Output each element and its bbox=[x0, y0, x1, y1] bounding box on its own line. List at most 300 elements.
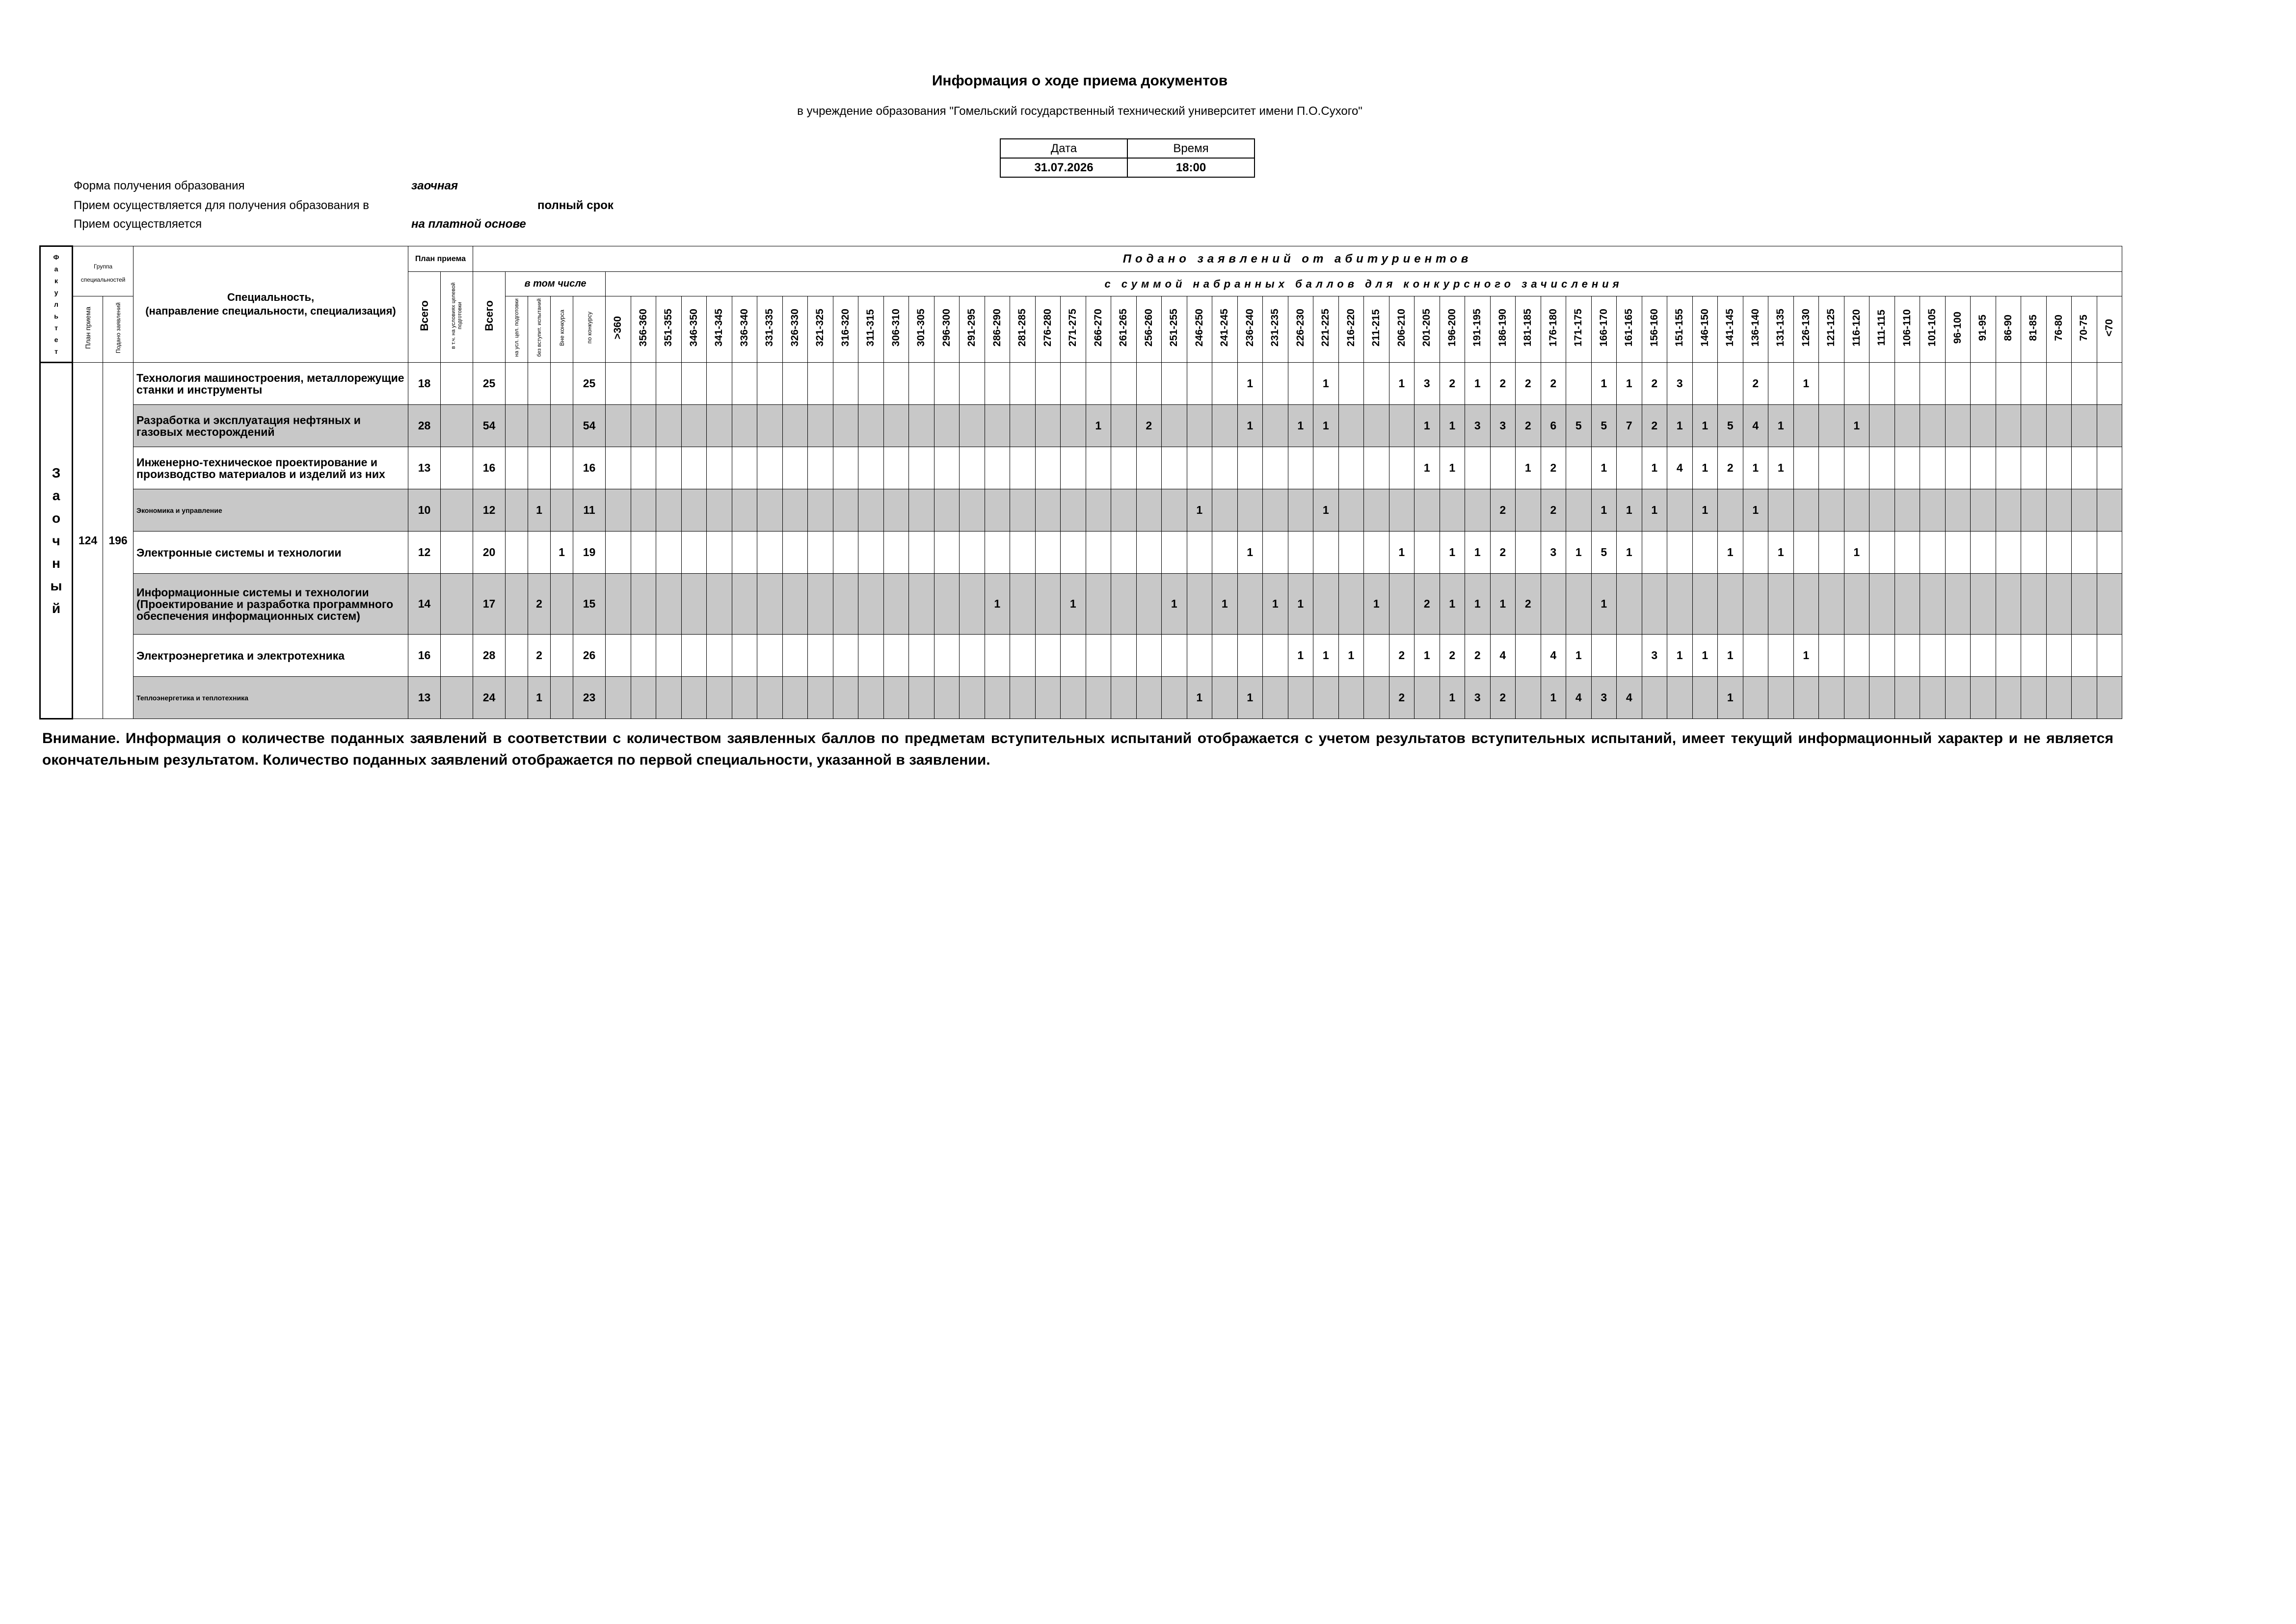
score-range-header: 341-345 bbox=[707, 296, 732, 363]
score-count-cell bbox=[1667, 574, 1693, 635]
competition-cell: 11 bbox=[573, 489, 606, 532]
score-range-header: 76-80 bbox=[2046, 296, 2072, 363]
score-count-cell bbox=[1111, 635, 1137, 677]
score-range-header: 296-300 bbox=[934, 296, 960, 363]
score-count-cell bbox=[1667, 677, 1693, 719]
score-count-cell bbox=[1743, 677, 1768, 719]
score-count-cell bbox=[1566, 363, 1592, 405]
score-count-cell bbox=[1768, 363, 1794, 405]
score-count-cell bbox=[1793, 447, 1819, 489]
score-count-cell bbox=[1288, 363, 1313, 405]
score-count-cell bbox=[2097, 489, 2122, 532]
score-range-header: 276-280 bbox=[1035, 296, 1061, 363]
score-count-cell bbox=[2072, 635, 2097, 677]
score-count-cell bbox=[858, 447, 884, 489]
target-cell bbox=[506, 363, 528, 405]
score-count-cell: 1 bbox=[1692, 489, 1718, 532]
score-range-header: <70 bbox=[2097, 296, 2122, 363]
score-count-cell: 1 bbox=[1415, 635, 1440, 677]
competition-cell: 26 bbox=[573, 635, 606, 677]
score-count-cell bbox=[858, 677, 884, 719]
score-range-header: 156-160 bbox=[1642, 296, 1667, 363]
score-count-cell bbox=[985, 677, 1010, 719]
score-count-cell bbox=[631, 532, 656, 574]
score-count-cell bbox=[1237, 574, 1263, 635]
nocompetition-cell bbox=[551, 405, 573, 447]
group-plan-value: 124 bbox=[73, 363, 103, 719]
score-count-cell: 1 bbox=[1313, 489, 1339, 532]
score-count-cell: 4 bbox=[1490, 635, 1516, 677]
score-count-cell bbox=[1086, 532, 1111, 574]
score-count-cell: 1 bbox=[1844, 405, 1869, 447]
score-count-cell bbox=[1819, 677, 1844, 719]
score-count-cell bbox=[909, 677, 934, 719]
score-count-cell bbox=[757, 447, 783, 489]
score-count-cell bbox=[656, 489, 682, 532]
score-count-cell bbox=[2046, 447, 2072, 489]
score-count-cell bbox=[1035, 363, 1061, 405]
score-count-cell bbox=[1667, 532, 1693, 574]
table-row bbox=[40, 405, 2122, 447]
score-count-cell: 1 bbox=[1187, 677, 1212, 719]
score-count-cell bbox=[2097, 635, 2122, 677]
score-count-cell: 1 bbox=[1263, 574, 1288, 635]
noexam-cell bbox=[528, 447, 551, 489]
score-count-cell bbox=[1187, 532, 1212, 574]
score-count-cell bbox=[858, 635, 884, 677]
score-count-cell bbox=[1566, 574, 1592, 635]
score-count-cell bbox=[1516, 489, 1541, 532]
score-count-cell bbox=[1642, 574, 1667, 635]
score-count-cell bbox=[1920, 677, 1946, 719]
score-count-cell bbox=[1971, 574, 1996, 635]
score-count-cell bbox=[1819, 635, 1844, 677]
score-count-cell bbox=[631, 447, 656, 489]
score-count-cell bbox=[1237, 447, 1263, 489]
specialty-name: Электронные системы и технологии bbox=[133, 532, 408, 574]
score-count-cell bbox=[2021, 574, 2047, 635]
score-count-cell bbox=[782, 574, 808, 635]
score-count-cell bbox=[707, 489, 732, 532]
score-count-cell bbox=[1971, 635, 1996, 677]
score-count-cell: 1 bbox=[1389, 363, 1415, 405]
target-cell bbox=[506, 489, 528, 532]
score-count-cell bbox=[1035, 447, 1061, 489]
score-count-cell bbox=[1793, 405, 1819, 447]
score-count-cell bbox=[1364, 405, 1389, 447]
score-count-cell bbox=[631, 489, 656, 532]
score-count-cell bbox=[2046, 574, 2072, 635]
score-count-cell: 3 bbox=[1465, 405, 1491, 447]
score-count-cell: 1 bbox=[1187, 489, 1212, 532]
score-range-header: 131-135 bbox=[1768, 296, 1794, 363]
score-count-cell bbox=[782, 635, 808, 677]
faculty-header bbox=[40, 246, 73, 363]
score-count-cell bbox=[1338, 677, 1364, 719]
score-count-cell bbox=[1111, 405, 1137, 447]
score-count-cell bbox=[1465, 447, 1491, 489]
score-count-cell bbox=[2097, 363, 2122, 405]
score-count-cell: 1 bbox=[1440, 532, 1465, 574]
score-count-cell bbox=[1136, 532, 1162, 574]
nocompetition-cell: 1 bbox=[551, 532, 573, 574]
specialty-name: Информационные системы и технологии (Проектирование и разработка программного обеспечения информационных систем) bbox=[133, 574, 408, 635]
total-cell: 54 bbox=[473, 405, 506, 447]
noexam-cell bbox=[528, 363, 551, 405]
faculty-header-text: Ф а к у л ь т е т bbox=[53, 253, 59, 355]
including-header: в том числе bbox=[506, 272, 606, 296]
score-range-header: 241-245 bbox=[1212, 296, 1238, 363]
score-count-cell: 1 bbox=[1061, 574, 1086, 635]
score-count-cell bbox=[606, 635, 631, 677]
score-count-cell bbox=[833, 574, 858, 635]
page-title: Информация о ходе приема документов bbox=[932, 73, 1228, 89]
score-count-cell bbox=[732, 574, 757, 635]
score-range-header: 186-190 bbox=[1490, 296, 1516, 363]
group-submitted-value: 196 bbox=[103, 363, 133, 719]
score-count-cell bbox=[1263, 532, 1288, 574]
score-count-cell bbox=[1718, 574, 1743, 635]
competition-cell: 16 bbox=[573, 447, 606, 489]
score-count-cell bbox=[858, 405, 884, 447]
score-range-header: 181-185 bbox=[1516, 296, 1541, 363]
score-count-cell bbox=[1516, 635, 1541, 677]
score-count-cell: 1 bbox=[1288, 405, 1313, 447]
score-range-header: 161-165 bbox=[1617, 296, 1642, 363]
score-count-cell: 1 bbox=[1617, 363, 1642, 405]
score-count-cell bbox=[1844, 635, 1869, 677]
score-range-header: 206-210 bbox=[1389, 296, 1415, 363]
score-count-cell bbox=[1617, 635, 1642, 677]
score-count-cell bbox=[934, 677, 960, 719]
score-count-cell: 1 bbox=[1692, 405, 1718, 447]
score-count-cell bbox=[782, 405, 808, 447]
score-count-cell bbox=[1920, 447, 1946, 489]
score-count-cell bbox=[1061, 447, 1086, 489]
score-count-cell bbox=[808, 677, 833, 719]
score-range-header: 231-235 bbox=[1263, 296, 1288, 363]
specialty-name: Инженерно-техническое проектирование и производство материалов и изделий из них bbox=[133, 447, 408, 489]
score-count-cell: 1 bbox=[1440, 574, 1465, 635]
score-range-header: 86-90 bbox=[1996, 296, 2021, 363]
score-range-header: 116-120 bbox=[1844, 296, 1869, 363]
score-count-cell bbox=[707, 532, 732, 574]
score-count-cell bbox=[808, 532, 833, 574]
total-cell: 25 bbox=[473, 363, 506, 405]
score-count-cell: 1 bbox=[1288, 635, 1313, 677]
competition-cell: 15 bbox=[573, 574, 606, 635]
score-count-cell: 1 bbox=[1642, 447, 1667, 489]
score-count-cell bbox=[1187, 405, 1212, 447]
noexam-cell bbox=[528, 405, 551, 447]
score-count-cell bbox=[1212, 532, 1238, 574]
score-count-cell: 3 bbox=[1541, 532, 1566, 574]
institution-subtitle: в учреждение образования "Гомельский государственный технический университет имени П.О.Сухого" bbox=[797, 105, 1362, 118]
score-count-cell bbox=[1692, 574, 1718, 635]
plan-total-cell: 10 bbox=[408, 489, 441, 532]
score-count-cell: 1 bbox=[1440, 405, 1465, 447]
score-count-cell: 3 bbox=[1591, 677, 1617, 719]
score-count-cell bbox=[681, 489, 707, 532]
score-count-cell bbox=[1364, 363, 1389, 405]
score-count-cell bbox=[1212, 635, 1238, 677]
score-range-header: 136-140 bbox=[1743, 296, 1768, 363]
score-count-cell bbox=[2072, 405, 2097, 447]
score-count-cell bbox=[1793, 677, 1819, 719]
score-range-header: 306-310 bbox=[883, 296, 909, 363]
score-count-cell bbox=[1162, 532, 1187, 574]
score-count-cell: 1 bbox=[1591, 489, 1617, 532]
score-count-cell bbox=[858, 489, 884, 532]
score-count-cell bbox=[858, 363, 884, 405]
score-count-cell: 1 bbox=[1440, 677, 1465, 719]
score-count-cell: 2 bbox=[1415, 574, 1440, 635]
score-count-cell bbox=[2021, 405, 2047, 447]
score-count-cell bbox=[1086, 489, 1111, 532]
score-count-cell bbox=[1086, 635, 1111, 677]
score-count-cell bbox=[1844, 447, 1869, 489]
score-count-cell bbox=[883, 363, 909, 405]
score-range-header: 221-225 bbox=[1313, 296, 1339, 363]
score-count-cell: 1 bbox=[1237, 677, 1263, 719]
score-count-cell bbox=[1415, 532, 1440, 574]
score-count-cell bbox=[757, 635, 783, 677]
score-count-cell bbox=[1793, 532, 1819, 574]
score-count-cell bbox=[985, 489, 1010, 532]
score-count-cell: 1 bbox=[1692, 447, 1718, 489]
score-count-cell bbox=[883, 635, 909, 677]
score-count-cell bbox=[883, 489, 909, 532]
score-count-cell bbox=[1061, 405, 1086, 447]
score-count-cell bbox=[1162, 635, 1187, 677]
score-count-cell: 2 bbox=[1743, 363, 1768, 405]
submitted-header: Подано заявлений от абитуриентов bbox=[473, 246, 2122, 272]
score-count-cell bbox=[1212, 489, 1238, 532]
score-count-cell bbox=[1945, 532, 1971, 574]
score-count-cell: 4 bbox=[1617, 677, 1642, 719]
score-count-cell bbox=[1516, 532, 1541, 574]
score-count-cell bbox=[757, 677, 783, 719]
total-header: Всего bbox=[473, 272, 506, 363]
faculty-name: З а о ч н ы й bbox=[40, 363, 73, 719]
score-count-cell bbox=[631, 405, 656, 447]
group-header: Группа специальностей bbox=[73, 246, 133, 296]
score-count-cell: 2 bbox=[1516, 363, 1541, 405]
score-count-cell bbox=[934, 532, 960, 574]
score-range-header: 356-360 bbox=[631, 296, 656, 363]
score-count-cell bbox=[1996, 635, 2021, 677]
score-count-cell: 1 bbox=[1162, 574, 1187, 635]
score-count-cell: 2 bbox=[1389, 677, 1415, 719]
time-label: Время bbox=[1127, 139, 1255, 158]
score-count-cell bbox=[606, 489, 631, 532]
score-count-cell bbox=[1086, 677, 1111, 719]
score-count-cell bbox=[1061, 677, 1086, 719]
score-count-cell bbox=[1819, 447, 1844, 489]
score-count-cell bbox=[1920, 363, 1946, 405]
score-count-cell bbox=[2021, 677, 2047, 719]
score-count-cell bbox=[1945, 489, 1971, 532]
score-count-cell bbox=[1061, 635, 1086, 677]
nocompetition-cell bbox=[551, 363, 573, 405]
score-count-cell bbox=[681, 635, 707, 677]
total-cell: 24 bbox=[473, 677, 506, 719]
score-range-header: 81-85 bbox=[2021, 296, 2047, 363]
specialty-name: Разработка и эксплуатация нефтяных и газовых месторождений bbox=[133, 405, 408, 447]
score-count-cell bbox=[883, 574, 909, 635]
score-count-cell: 2 bbox=[1490, 489, 1516, 532]
score-count-cell bbox=[1111, 489, 1137, 532]
score-count-cell bbox=[1743, 574, 1768, 635]
score-count-cell bbox=[1895, 532, 1920, 574]
score-count-cell bbox=[681, 447, 707, 489]
score-count-cell bbox=[833, 532, 858, 574]
score-count-cell: 1 bbox=[1516, 447, 1541, 489]
score-count-cell bbox=[1920, 532, 1946, 574]
score-count-cell bbox=[833, 677, 858, 719]
score-count-cell bbox=[1212, 363, 1238, 405]
specialty-name: Теплоэнергетика и теплотехника bbox=[133, 677, 408, 719]
score-count-cell: 5 bbox=[1566, 405, 1592, 447]
score-count-cell: 1 bbox=[1313, 635, 1339, 677]
score-count-cell bbox=[808, 405, 833, 447]
score-count-cell bbox=[1010, 363, 1036, 405]
score-count-cell bbox=[732, 489, 757, 532]
score-count-cell bbox=[1895, 405, 1920, 447]
plan-target-header: в т.ч. на условиях целевой подготовки bbox=[441, 272, 473, 363]
score-count-cell bbox=[934, 574, 960, 635]
score-count-cell bbox=[2046, 363, 2072, 405]
plan-total-header: Всего bbox=[408, 272, 441, 363]
score-count-cell bbox=[960, 677, 985, 719]
score-count-cell bbox=[1187, 635, 1212, 677]
basis-value: на платной основе bbox=[411, 217, 526, 231]
score-count-cell bbox=[631, 363, 656, 405]
table-row bbox=[40, 574, 2122, 635]
score-range-header: >360 bbox=[606, 296, 631, 363]
score-count-cell bbox=[1162, 447, 1187, 489]
score-count-cell bbox=[883, 677, 909, 719]
score-count-cell bbox=[1768, 574, 1794, 635]
term-label: Прием осуществляется для получения образования в bbox=[74, 199, 369, 212]
score-range-header: 146-150 bbox=[1692, 296, 1718, 363]
score-count-cell bbox=[2072, 677, 2097, 719]
score-range-header: 311-315 bbox=[858, 296, 884, 363]
score-count-cell bbox=[1061, 532, 1086, 574]
score-count-cell bbox=[1945, 574, 1971, 635]
score-count-cell bbox=[1971, 532, 1996, 574]
total-cell: 28 bbox=[473, 635, 506, 677]
score-count-cell bbox=[1010, 574, 1036, 635]
score-count-cell: 3 bbox=[1465, 677, 1491, 719]
score-range-header: 91-95 bbox=[1971, 296, 1996, 363]
score-count-cell: 1 bbox=[1389, 532, 1415, 574]
score-count-cell bbox=[1364, 489, 1389, 532]
score-count-cell: 1 bbox=[1465, 574, 1491, 635]
score-count-cell bbox=[833, 405, 858, 447]
score-count-cell bbox=[2021, 363, 2047, 405]
score-count-cell bbox=[833, 363, 858, 405]
score-count-cell bbox=[1187, 363, 1212, 405]
score-count-cell: 1 bbox=[1591, 363, 1617, 405]
score-count-cell bbox=[858, 532, 884, 574]
score-count-cell bbox=[1667, 489, 1693, 532]
score-count-cell bbox=[2097, 574, 2122, 635]
score-count-cell bbox=[1111, 447, 1137, 489]
score-count-cell bbox=[1692, 532, 1718, 574]
score-count-cell: 1 bbox=[1237, 405, 1263, 447]
score-count-cell bbox=[1086, 574, 1111, 635]
score-count-cell bbox=[782, 489, 808, 532]
score-count-cell bbox=[960, 532, 985, 574]
total-cell: 20 bbox=[473, 532, 506, 574]
score-count-cell: 2 bbox=[1490, 363, 1516, 405]
score-count-cell bbox=[681, 532, 707, 574]
score-count-cell bbox=[1743, 532, 1768, 574]
score-range-header: 201-205 bbox=[1415, 296, 1440, 363]
target-cell bbox=[506, 405, 528, 447]
score-count-cell bbox=[1440, 489, 1465, 532]
table-row bbox=[40, 447, 2122, 489]
score-count-cell bbox=[1869, 489, 1895, 532]
score-count-cell bbox=[1869, 574, 1895, 635]
competition-cell: 23 bbox=[573, 677, 606, 719]
score-count-cell: 3 bbox=[1415, 363, 1440, 405]
score-count-cell bbox=[1617, 447, 1642, 489]
score-count-cell: 2 bbox=[1642, 363, 1667, 405]
score-count-cell: 1 bbox=[1364, 574, 1389, 635]
score-count-cell bbox=[2021, 447, 2047, 489]
total-cell: 12 bbox=[473, 489, 506, 532]
score-count-cell bbox=[985, 447, 1010, 489]
score-range-header: 346-350 bbox=[681, 296, 707, 363]
score-count-cell bbox=[1364, 635, 1389, 677]
score-count-cell bbox=[1945, 635, 1971, 677]
score-count-cell bbox=[2046, 635, 2072, 677]
score-count-cell bbox=[833, 635, 858, 677]
score-count-cell bbox=[2046, 489, 2072, 532]
score-count-cell bbox=[1237, 489, 1263, 532]
score-count-cell: 1 bbox=[1642, 489, 1667, 532]
score-count-cell bbox=[1313, 574, 1339, 635]
score-count-cell bbox=[1465, 489, 1491, 532]
score-count-cell bbox=[1162, 405, 1187, 447]
score-range-header: 191-195 bbox=[1465, 296, 1491, 363]
score-count-cell bbox=[1920, 574, 1946, 635]
noexam-cell bbox=[528, 532, 551, 574]
score-count-cell bbox=[1844, 677, 1869, 719]
score-count-cell: 1 bbox=[1313, 363, 1339, 405]
score-count-cell bbox=[1389, 489, 1415, 532]
score-count-cell bbox=[2046, 405, 2072, 447]
score-count-cell: 1 bbox=[1566, 532, 1592, 574]
nocompetition-cell bbox=[551, 635, 573, 677]
score-count-cell bbox=[1920, 405, 1946, 447]
score-count-cell bbox=[1692, 677, 1718, 719]
score-range-header: 266-270 bbox=[1086, 296, 1111, 363]
score-count-cell bbox=[1136, 574, 1162, 635]
score-count-cell: 1 bbox=[1718, 532, 1743, 574]
score-count-cell bbox=[1869, 405, 1895, 447]
score-count-cell bbox=[1996, 447, 2021, 489]
score-count-cell: 1 bbox=[1566, 635, 1592, 677]
score-count-cell bbox=[909, 489, 934, 532]
score-count-cell bbox=[1971, 677, 1996, 719]
score-count-cell: 2 bbox=[1136, 405, 1162, 447]
score-count-cell bbox=[1768, 489, 1794, 532]
score-count-cell bbox=[757, 363, 783, 405]
score-count-cell bbox=[960, 363, 985, 405]
